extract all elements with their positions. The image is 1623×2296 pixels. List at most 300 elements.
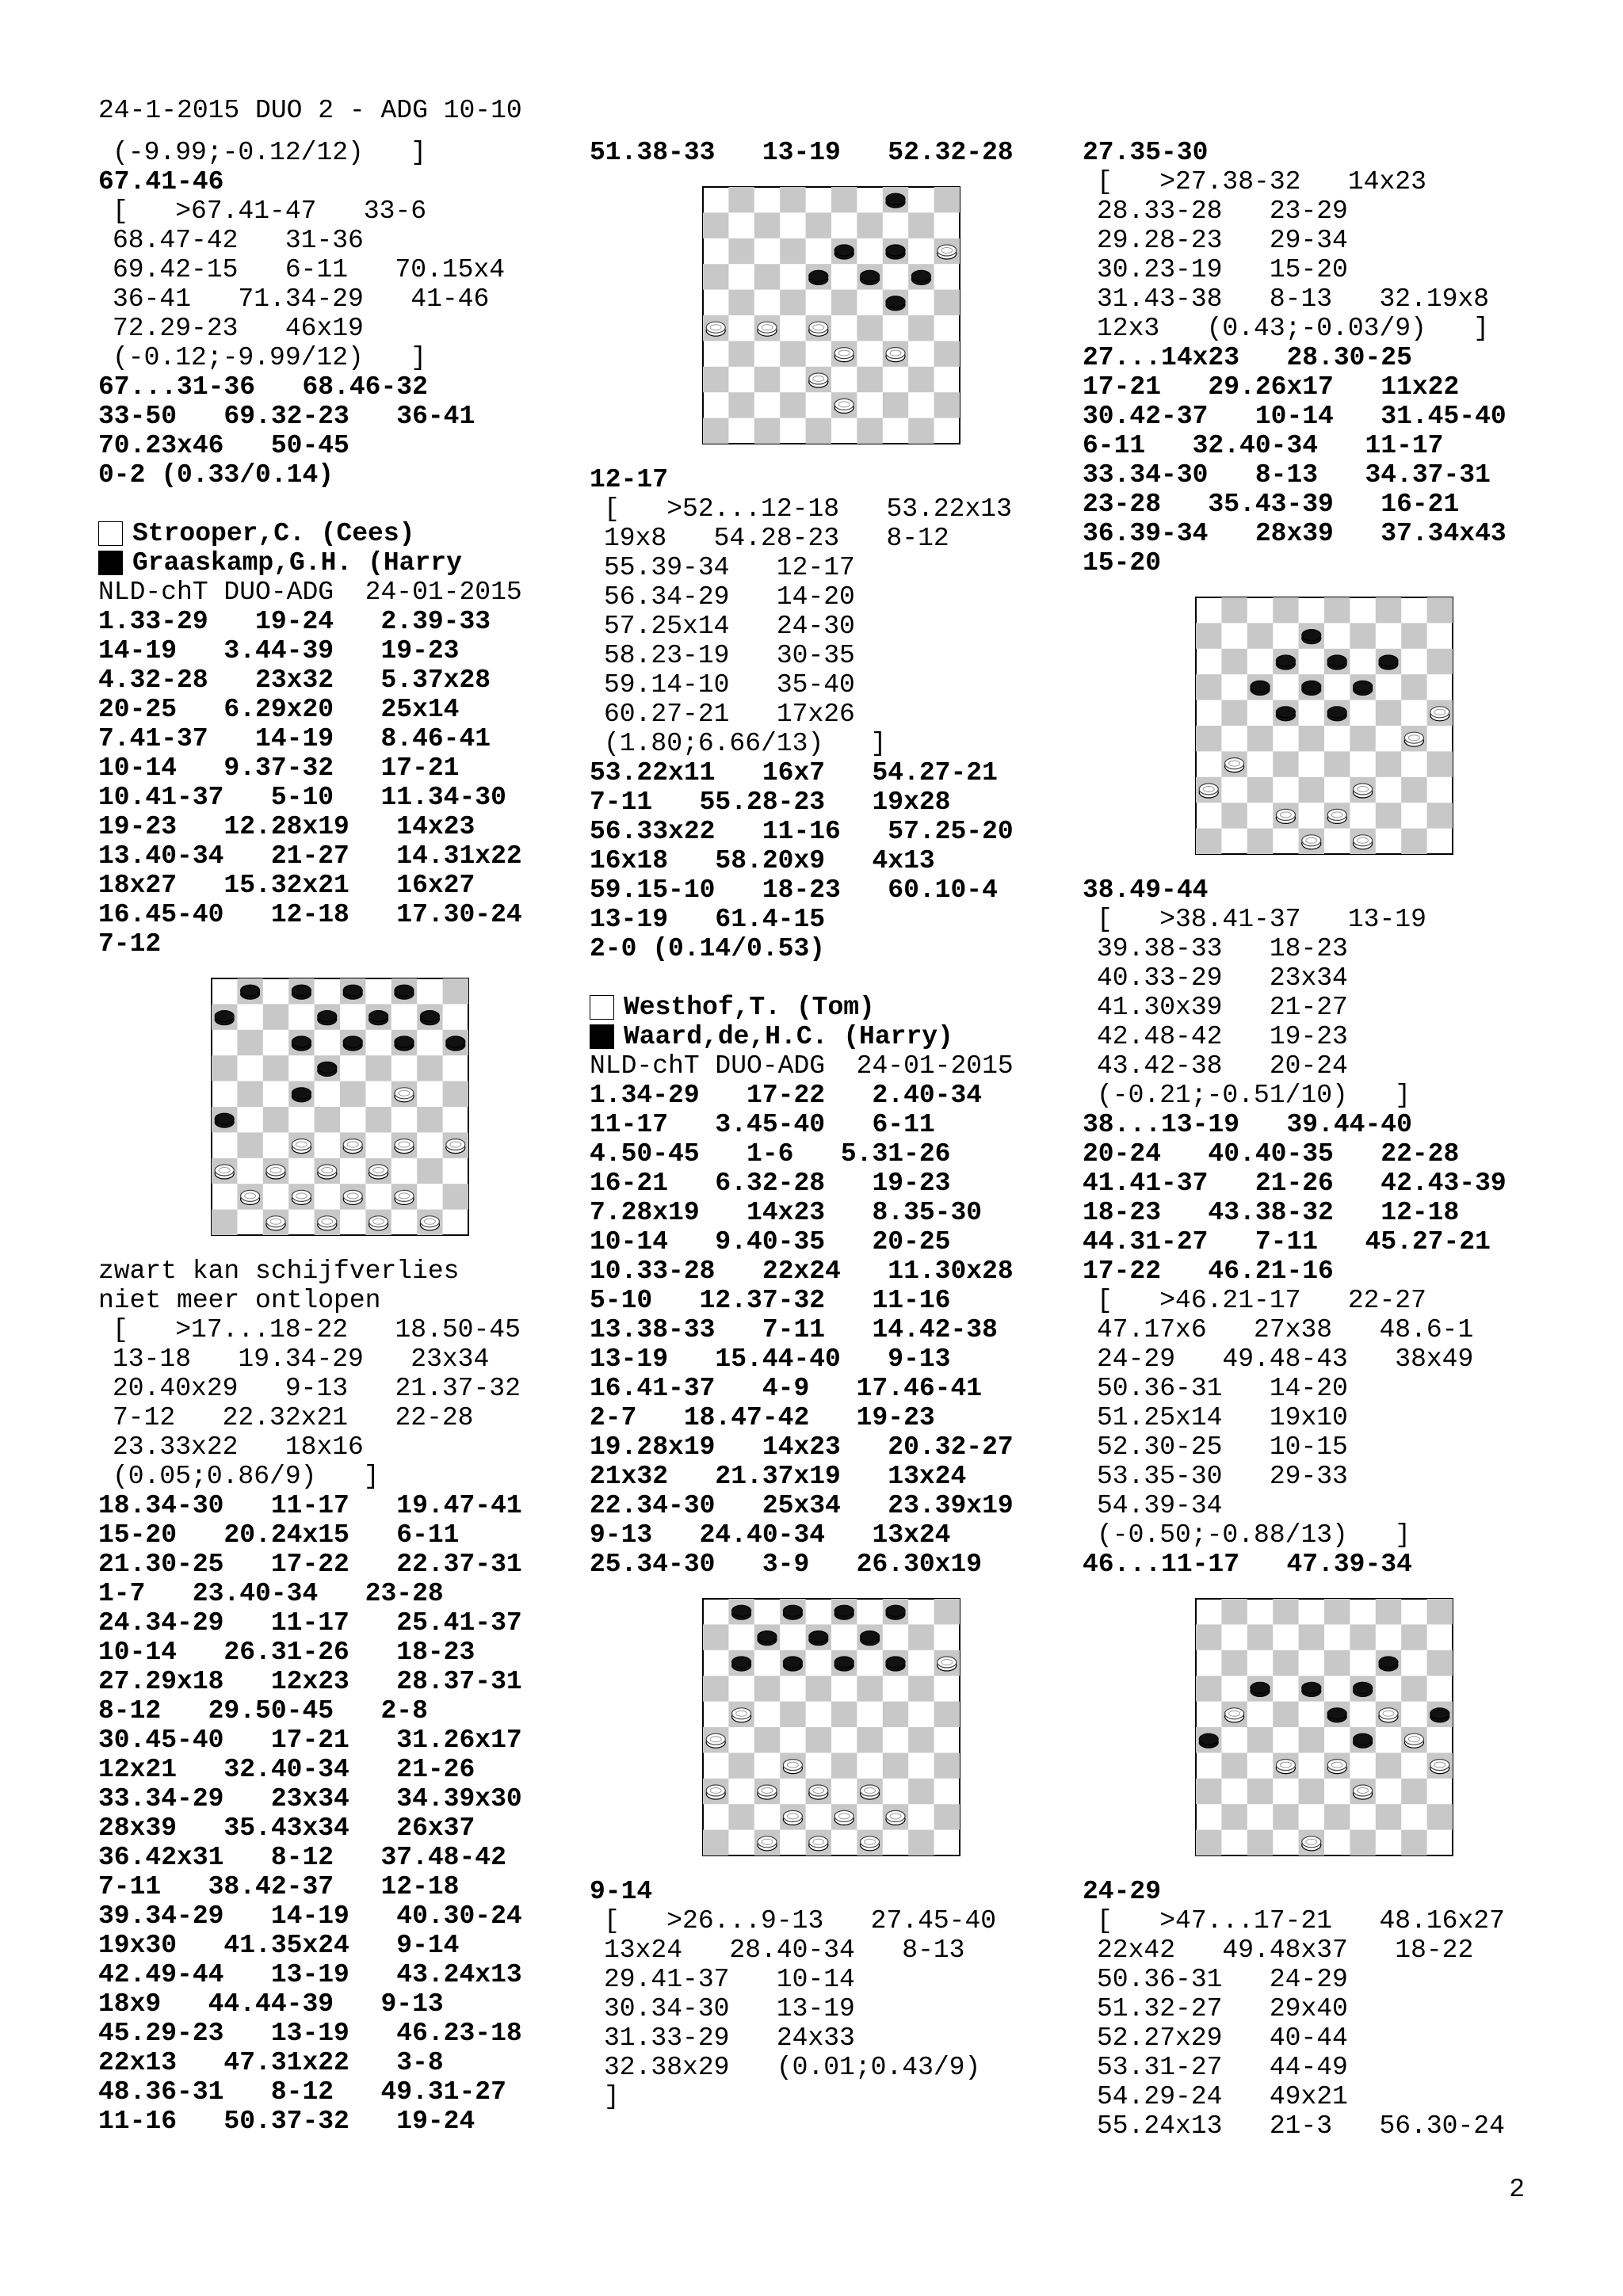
black-piece	[834, 245, 854, 259]
white-piece	[1327, 1760, 1346, 1774]
move-line: 7-11 55.28-23 19x28	[590, 788, 951, 817]
board-square	[237, 1030, 262, 1055]
board-square	[1299, 726, 1324, 751]
white-piece	[706, 1733, 725, 1748]
white-piece	[318, 1165, 337, 1179]
white-piece	[809, 322, 828, 336]
variation-line: 29.41-37 10-14	[604, 1965, 855, 1994]
move-line: 16.41-37 4-9 17.46-41	[590, 1374, 983, 1403]
move-line: 39.34-29 14-19 40.30-24	[98, 1901, 522, 1931]
board-square	[1401, 829, 1426, 854]
board-square	[703, 212, 728, 238]
move-line: 17-21 29.26x17 11x22	[1083, 372, 1460, 402]
board-square	[1273, 1650, 1298, 1676]
black-piece	[395, 1036, 414, 1051]
black-piece	[292, 1036, 311, 1051]
board-square	[806, 1727, 831, 1753]
variation-line: 13-18 19.34-29 23x34	[113, 1344, 490, 1374]
board-square	[754, 212, 780, 238]
move-line: 33.34-29 23x34 34.39x30	[98, 1784, 522, 1814]
black-player	[98, 548, 582, 578]
white-piece	[1302, 835, 1321, 849]
board-square	[934, 1804, 960, 1829]
board-square	[754, 367, 780, 392]
board-square	[728, 392, 754, 418]
black-piece	[1302, 1682, 1321, 1696]
board-square	[1427, 649, 1453, 674]
player-name: Graaskamp,G.H. (Harry	[132, 548, 462, 578]
board-square	[1324, 597, 1350, 623]
variation-line: (0.05;0.86/9) ]	[113, 1462, 380, 1491]
variation-line: (-0.50;-0.88/13) ]	[1097, 1520, 1411, 1550]
move-line: 8-12 29.50-45 2-8	[98, 1696, 428, 1726]
board-square	[1221, 1599, 1247, 1624]
black-piece	[886, 245, 905, 259]
variation-line: 12x3 (0.43;-0.03/9) ]	[1097, 314, 1490, 343]
black-piece	[886, 1657, 905, 1671]
move-line: 24.34-29 11-17 25.41-37	[98, 1608, 522, 1638]
move-line: 11-16 50.37-32 19-24	[98, 2107, 475, 2136]
variation-line: 52.27x29 40-44	[1097, 2023, 1348, 2053]
board-square	[1427, 1650, 1453, 1676]
variation-line: 20.40x29 9-13 21.37-32	[113, 1374, 521, 1403]
white-piece	[1354, 835, 1373, 849]
board-square	[934, 1753, 960, 1778]
board-square	[1221, 1753, 1247, 1778]
variation-line: [ >17...18-22 18.50-45	[113, 1315, 521, 1344]
white-piece	[886, 348, 905, 362]
move-line: 21.30-25 17-22 22.37-31	[98, 1550, 522, 1579]
white-piece	[1430, 1760, 1449, 1774]
variation-line: [ >46.21-17 22-27	[1097, 1286, 1426, 1315]
variation-line: (-0.21;-0.51/10) ]	[1097, 1081, 1411, 1110]
move-line: 56.33x22 11-16 57.25-20	[590, 817, 1014, 846]
board-square	[934, 392, 960, 418]
board-square	[1273, 597, 1298, 623]
variation-line: 72.29-23 46x19	[113, 314, 364, 343]
white-piece	[1276, 1760, 1295, 1774]
white-piece	[1225, 1708, 1244, 1722]
board-square	[806, 1676, 831, 1701]
black-piece	[1276, 707, 1295, 721]
variation-line: 22x42 49.48x37 18-22	[1097, 1936, 1474, 1965]
board-diagram	[590, 167, 1073, 465]
board-square	[908, 418, 934, 444]
board-square	[703, 1830, 728, 1855]
move-line: 18x27 15.32x21 16x27	[98, 871, 475, 900]
variation-line: 59.14-10 35-40	[604, 670, 855, 700]
checkers-board	[702, 186, 960, 444]
board-square	[857, 367, 882, 392]
board-square	[780, 238, 805, 264]
move-line: 10-14 9.37-32 17-21	[98, 753, 460, 783]
board-square	[1427, 751, 1453, 776]
board-square	[908, 212, 934, 238]
move-line: 27.35-30	[1083, 138, 1209, 167]
move-line: 16.45-40 12-18 17.30-24	[98, 900, 522, 929]
move-line: 0-2 (0.33/0.14)	[98, 460, 334, 490]
move-line: 7.28x19 14x23 8.35-30	[590, 1198, 983, 1227]
black-piece	[1276, 655, 1295, 669]
variation-line: [ >27.38-32 14x23	[1097, 167, 1426, 196]
black-piece	[886, 1605, 905, 1619]
board-square	[443, 978, 468, 1004]
black-piece	[1199, 1733, 1218, 1748]
white-piece	[446, 1139, 465, 1154]
board-square	[1247, 1830, 1273, 1855]
board-square	[728, 238, 754, 264]
board-diagram	[1083, 578, 1566, 875]
board-square	[934, 187, 960, 212]
move-line: 22x13 47.31x22 3-8	[98, 2048, 444, 2077]
black-piece	[732, 1657, 751, 1671]
board-square	[934, 341, 960, 366]
board-square	[857, 212, 882, 238]
board-square	[728, 187, 754, 212]
variation-line: 29.28-23 29-34	[1097, 226, 1348, 255]
variation-line: 51.25x14 19x10	[1097, 1403, 1348, 1432]
move-line: 67.41-46	[98, 167, 224, 196]
column-1	[98, 138, 582, 2136]
move-line: 9-14	[590, 1877, 653, 1906]
board-square	[365, 1107, 391, 1132]
white-player	[590, 993, 1073, 1022]
move-line: 12-17	[590, 465, 669, 494]
variation-line: 50.36-31 14-20	[1097, 1374, 1348, 1403]
board-square	[728, 1804, 754, 1829]
variation-line: 69.42-15 6-11 70.15x4	[113, 255, 506, 284]
variation-line: 50.36-31 24-29	[1097, 1965, 1348, 1994]
board-square	[1350, 1624, 1375, 1650]
text-line: NLD-chT DUO-ADG 24-01-2015	[590, 1051, 1014, 1081]
column-3	[1083, 138, 1566, 2141]
board-square	[1221, 1804, 1247, 1829]
board-square	[1401, 674, 1426, 700]
move-line: 22.34-30 25x34 23.39x19	[590, 1491, 1014, 1520]
move-line: 10-14 9.40-35 20-25	[590, 1227, 951, 1257]
black-piece	[343, 1036, 362, 1051]
move-line: 18x9 44.44-39 9-13	[98, 1989, 444, 2019]
board-square	[1196, 1830, 1221, 1855]
variation-line: 54.39-34	[1097, 1491, 1223, 1520]
white-piece	[318, 1216, 337, 1230]
board-square	[1221, 1650, 1247, 1676]
move-line: 36.39-34 28x39 37.34x43	[1083, 519, 1507, 548]
move-line: 51.38-33 13-19 52.32-28	[590, 138, 1014, 167]
move-line: 13.40-34 21-27 14.31x22	[98, 841, 522, 871]
board-square	[1273, 1599, 1298, 1624]
board-square	[728, 290, 754, 315]
board-square	[212, 1055, 237, 1081]
board-square	[1221, 597, 1247, 623]
move-line: 19x30 41.35x24 9-14	[98, 1931, 460, 1960]
move-line: 2-0 (0.14/0.53)	[590, 934, 826, 963]
white-piece	[369, 1216, 388, 1230]
board-square	[883, 1753, 908, 1778]
move-line: 30.45-40 17-21 31.26x17	[98, 1726, 522, 1755]
variation-line: [ >47...17-21 48.16x27	[1097, 1906, 1505, 1936]
move-line: 27.29x18 12x23 28.37-31	[98, 1667, 522, 1696]
move-line: 5-10 12.37-32 11-16	[590, 1286, 951, 1315]
variation-line: 23.33x22 18x16	[113, 1432, 364, 1462]
white-piece	[861, 1785, 880, 1799]
spacer	[590, 963, 1073, 993]
black-piece	[420, 1011, 439, 1025]
white-piece	[834, 399, 854, 413]
variation-line: 36-41 71.34-29 41-46	[113, 284, 490, 314]
variation-line: 40.33-29 23x34	[1097, 963, 1348, 993]
white-piece	[292, 1190, 311, 1204]
move-line: 38...13-19 39.44-40	[1083, 1110, 1412, 1139]
board-square	[908, 1779, 934, 1804]
board-square	[780, 392, 805, 418]
board-square	[263, 1107, 288, 1132]
board-square	[728, 1753, 754, 1778]
variation-line: 43.42-38 20-24	[1097, 1051, 1348, 1081]
black-piece	[446, 1036, 465, 1051]
move-line: 10-14 26.31-26 18-23	[98, 1638, 475, 1667]
black-piece	[1354, 1733, 1373, 1748]
board-square	[780, 341, 805, 366]
board-square	[908, 367, 934, 392]
variation-line: [ >52...12-18 53.22x13	[604, 494, 1012, 524]
black-piece	[1430, 1708, 1449, 1722]
black-piece	[1354, 681, 1373, 695]
board-square	[1247, 829, 1273, 854]
move-line: 15-20	[1083, 548, 1162, 578]
variation-line: [ >38.41-37 13-19	[1097, 905, 1426, 934]
variation-line: 30.34-30 13-19	[604, 1994, 855, 2023]
move-line: 6-11 32.40-34 11-17	[1083, 431, 1444, 460]
column-2	[590, 138, 1073, 2111]
white-piece	[1354, 784, 1373, 798]
board-square	[934, 1599, 960, 1624]
board-square	[883, 392, 908, 418]
checkers-board	[211, 978, 469, 1236]
white-piece	[706, 1785, 725, 1799]
black-piece	[809, 1631, 828, 1646]
board-square	[1273, 1804, 1298, 1829]
board-square	[417, 1055, 442, 1081]
board-diagram	[1083, 1579, 1566, 1877]
board-square	[754, 264, 780, 289]
white-piece	[1379, 1708, 1398, 1722]
white-piece	[834, 348, 854, 362]
move-line: 13.38-33 7-11 14.42-38	[590, 1315, 998, 1344]
black-piece	[241, 985, 260, 999]
board-square	[417, 1158, 442, 1184]
black-piece	[1327, 655, 1346, 669]
black-piece	[1327, 1708, 1346, 1722]
white-piece	[758, 1836, 777, 1851]
checkers-board	[1195, 597, 1453, 855]
move-line: 4.50-45 1-6 5.31-26	[590, 1139, 951, 1169]
board-square	[780, 290, 805, 315]
move-line: 13-19 15.44-40 9-13	[590, 1344, 951, 1374]
move-line: 21x32 21.37x19 13x24	[590, 1462, 967, 1491]
move-line: 18.34-30 11-17 19.47-41	[98, 1491, 522, 1520]
move-line: 41.41-37 21-26 42.43-39	[1083, 1169, 1507, 1198]
board-square	[1427, 803, 1453, 828]
black-piece	[369, 1011, 388, 1025]
variation-line: 53.35-30 29-33	[1097, 1462, 1348, 1491]
black-piece	[911, 270, 930, 284]
board-square	[703, 1624, 728, 1650]
white-piece	[1302, 1836, 1321, 1851]
board-square	[754, 1727, 780, 1753]
board-square	[1247, 1727, 1273, 1753]
black-piece	[1327, 707, 1346, 721]
variation-line: 42.48-42 19-23	[1097, 1022, 1348, 1051]
text-line: niet meer ontlopen	[98, 1286, 381, 1315]
board-diagram	[590, 1579, 1073, 1877]
white-piece	[215, 1165, 234, 1179]
move-line: 11-17 3.45-40 6-11	[590, 1110, 935, 1139]
white-piece	[1404, 732, 1423, 746]
board-square	[1196, 674, 1221, 700]
white-piece	[886, 1810, 905, 1825]
white-piece	[706, 322, 725, 336]
variation-line: 31.33-29 24x33	[604, 2023, 855, 2053]
board-square	[1196, 1779, 1221, 1804]
move-line: 7-11 38.42-37 12-18	[98, 1872, 460, 1901]
board-square	[1273, 751, 1298, 776]
move-line: 30.42-37 10-14 31.45-40	[1083, 402, 1507, 431]
board-square	[237, 1081, 262, 1107]
text-line: zwart kan schijfverlies	[98, 1257, 460, 1286]
move-line: 7.41-37 14-19 8.46-41	[98, 724, 491, 753]
white-piece	[1430, 707, 1449, 721]
black-piece	[783, 1657, 802, 1671]
board-square	[857, 315, 882, 341]
black-piece	[292, 1088, 311, 1102]
board-square	[1324, 1599, 1350, 1624]
board-square	[1427, 1599, 1453, 1624]
board-square	[1273, 1702, 1298, 1727]
board-square	[1376, 751, 1401, 776]
white-piece	[395, 1088, 414, 1102]
white-piece	[938, 245, 957, 259]
board-square	[1196, 1624, 1221, 1650]
board-square	[1324, 751, 1350, 776]
move-line: 17-22 46.21-16	[1083, 1257, 1334, 1286]
board-square	[754, 418, 780, 444]
move-line: 2-7 18.47-42 19-23	[590, 1403, 935, 1432]
white-piece	[1276, 809, 1295, 823]
board-square	[1299, 1779, 1324, 1804]
board-square	[1196, 829, 1221, 854]
text-line: NLD-chT DUO-ADG 24-01-2015	[98, 578, 522, 607]
variation-line: 28.33-28 23-29	[1097, 196, 1348, 226]
move-line: 16x18 58.20x9 4x13	[590, 846, 935, 875]
move-line: 48.36-31 8-12 49.31-27	[98, 2077, 506, 2107]
player-name: Westhof,T. (Tom)	[624, 993, 875, 1022]
black-piece	[732, 1605, 751, 1619]
board-square	[1427, 1804, 1453, 1829]
move-line: 45.29-23 13-19 46.23-18	[98, 2019, 522, 2048]
board-square	[1376, 597, 1401, 623]
board-square	[417, 1107, 442, 1132]
variation-line: 55.24x13 21-3 56.30-24	[1097, 2111, 1505, 2141]
white-piece	[395, 1139, 414, 1154]
variation-line: (-9.99;-0.12/12) ]	[113, 138, 427, 167]
move-line: 44.31-27 7-11 45.27-21	[1083, 1227, 1491, 1257]
board-square	[1247, 623, 1273, 648]
board-diagram	[98, 959, 582, 1257]
move-line: 33.34-30 8-13 34.37-31	[1083, 460, 1491, 490]
white-piece	[732, 1708, 751, 1722]
board-square	[857, 1727, 882, 1753]
board-square	[780, 1702, 805, 1727]
black-piece	[1302, 630, 1321, 644]
move-line: 14-19 3.44-39 19-23	[98, 636, 460, 666]
variation-line: [ >26...9-13 27.45-40	[604, 1906, 997, 1936]
move-line: 1.34-29 17-22 2.40-34	[590, 1081, 983, 1110]
variation-line: 32.38x29 (0.01;0.43/9)	[604, 2053, 981, 2082]
board-square	[806, 418, 831, 444]
variation-line: 51.32-27 29x40	[1097, 1994, 1348, 2023]
variation-line: 60.27-21 17x26	[604, 700, 855, 729]
move-line: 42.49-44 13-19 43.24x13	[98, 1960, 522, 1989]
board-square	[908, 1727, 934, 1753]
black-piece	[1251, 1682, 1270, 1696]
board-square	[908, 1624, 934, 1650]
board-square	[831, 1702, 857, 1727]
board-square	[443, 1081, 468, 1107]
black-piece	[783, 1605, 802, 1619]
board-square	[1247, 1779, 1273, 1804]
board-square	[1196, 1676, 1221, 1701]
board-square	[1376, 803, 1401, 828]
variation-line: 53.31-27 44-49	[1097, 2053, 1348, 2082]
board-square	[754, 1676, 780, 1701]
board-square	[703, 264, 728, 289]
board-square	[1247, 726, 1273, 751]
page-header: 24-1-2015 DUO 2 - ADG 10-10	[98, 96, 522, 125]
black-piece	[861, 1631, 880, 1646]
variation-line: 52.30-25 10-15	[1097, 1432, 1348, 1462]
black-piece	[215, 1011, 234, 1025]
move-line: 46...11-17 47.39-34	[1083, 1550, 1412, 1579]
board-square	[1324, 1804, 1350, 1829]
board-square	[1401, 1624, 1426, 1650]
black-piece	[834, 1605, 854, 1619]
move-line: 23-28 35.43-39 16-21	[1083, 490, 1460, 519]
black-piece	[758, 1631, 777, 1646]
board-square	[703, 418, 728, 444]
move-line: 13-19 61.4-15	[590, 905, 826, 934]
black-piece	[886, 193, 905, 208]
move-line: 27...14x23 28.30-25	[1083, 343, 1412, 372]
board-square	[1401, 623, 1426, 648]
variation-line: 13x24 28.40-34 8-13	[604, 1936, 965, 1965]
board-square	[1299, 1624, 1324, 1650]
board-square	[1401, 777, 1426, 803]
variation-line: 30.23-19 15-20	[1097, 255, 1348, 284]
white-piece	[343, 1139, 362, 1154]
move-line: 20-25 6.29x20 25x14	[98, 695, 460, 724]
board-square	[908, 1830, 934, 1855]
move-line: 25.34-30 3-9 26.30x19	[590, 1550, 983, 1579]
black-piece	[292, 985, 311, 999]
move-line: 67...31-36 68.46-32	[98, 372, 428, 402]
move-line: 20-24 40.40-35 22-28	[1083, 1139, 1460, 1169]
board-square	[1196, 623, 1221, 648]
board-square	[1376, 1599, 1401, 1624]
white-piece	[241, 1190, 260, 1204]
white-piece	[783, 1810, 802, 1825]
board-square	[1221, 649, 1247, 674]
